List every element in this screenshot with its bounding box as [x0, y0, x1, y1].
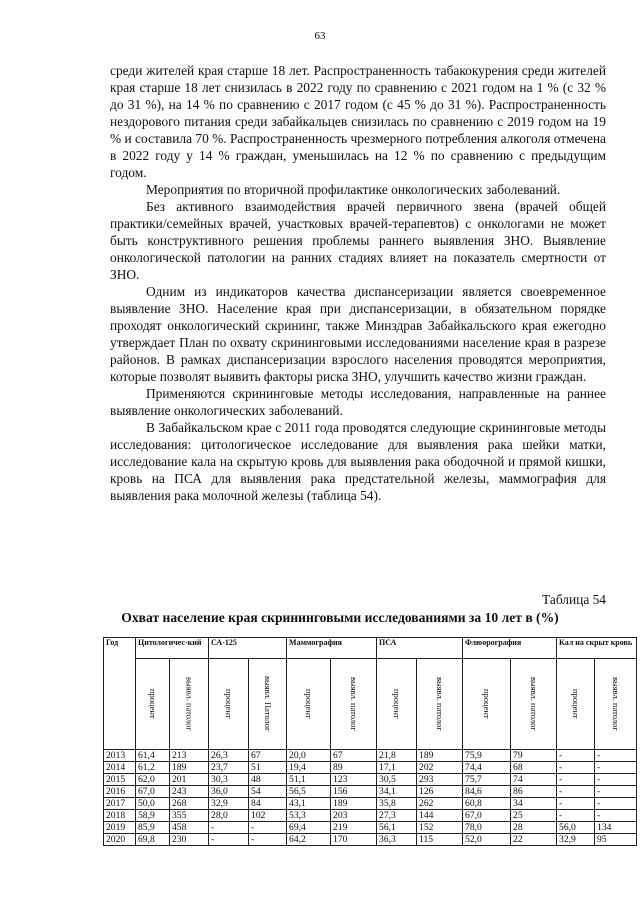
table-cell: 102	[249, 810, 287, 822]
table-cell: 78,0	[463, 822, 511, 834]
column-subheader-label: процент	[571, 689, 582, 719]
table-cell: 67	[249, 750, 287, 762]
table-cell: 243	[170, 786, 209, 798]
table-cell: 53,3	[287, 810, 331, 822]
table-cell: -	[595, 762, 637, 774]
paragraph: среди жителей края старше 18 лет. Распространенность табакокурения среди жителей края старше 18 лет снизилась в 2022 году по сравнению с 2021 годом на 1 % (с 32 % до 31 %), на 14 % по сравнению с 2017 годом (с 45 % до 31 %). Распространенность нездорового питания среди забайкальцев снизилась по сравнению с 2019 годом на 19 % и составила 70 %. Распространенность чрезмерного потребления алкоголя отмечена в 2022 году у 14 % граждан, уменьшилась на 12 % по сравнению с предыдущим годом.	[110, 63, 606, 180]
table-cell: 64,2	[287, 834, 331, 846]
table-cell: 25	[511, 810, 557, 822]
table-cell: 134	[595, 822, 637, 834]
table-cell: 355	[170, 810, 209, 822]
table-cell: -	[595, 786, 637, 798]
column-subheader	[463, 659, 511, 750]
table-cell: 95	[595, 834, 637, 846]
table-cell: 86	[511, 786, 557, 798]
column-group-header: СА-125	[209, 638, 287, 659]
column-subheader	[249, 659, 287, 750]
table-cell: -	[557, 774, 595, 786]
table-cell: 74,4	[463, 762, 511, 774]
table-cell: 67,0	[463, 810, 511, 822]
column-subheader	[209, 659, 249, 750]
table-cell: 67,0	[136, 786, 170, 798]
table-cell: 189	[170, 762, 209, 774]
table-cell: 36,3	[377, 834, 417, 846]
table-cell: 50,0	[136, 798, 170, 810]
table-cell: -	[595, 750, 637, 762]
table-cell: 28,0	[209, 810, 249, 822]
table-cell: 213	[170, 750, 209, 762]
column-group-header: ПСА	[377, 638, 463, 659]
table-cell: 69,4	[287, 822, 331, 834]
year-cell: 2020	[104, 834, 136, 846]
table-row	[104, 822, 637, 834]
column-subheader-label: выявл. патолог	[349, 677, 360, 731]
table-cell: 67	[331, 750, 377, 762]
year-header: Год	[104, 638, 136, 750]
table-cell: 28	[511, 822, 557, 834]
table-cell: -	[557, 798, 595, 810]
table-cell: 75,9	[463, 750, 511, 762]
table-cell: 156	[331, 786, 377, 798]
column-subheader	[417, 659, 463, 750]
column-group-header: Цитологичес-кий	[136, 638, 209, 659]
table-cell: -	[595, 810, 637, 822]
column-subheader-label: выявл. патолог	[611, 677, 622, 731]
screening-table	[103, 637, 637, 846]
table-row	[104, 786, 637, 798]
year-cell: 2017	[104, 798, 136, 810]
table-cell: 201	[170, 774, 209, 786]
column-subheader	[170, 659, 209, 750]
paragraph: В Забайкальском крае с 2011 года проводятся следующие скрининговые методы исследования: цитологическое исследование для выявления рака шейки матки, исследование кала на скрытую кровь для выявления рака ободочной и прямой кишки, кровь на ПСА для выявления рака предстательной железы, маммография для выявления рака молочной железы (таблица 54).	[110, 420, 606, 503]
table-cell: 219	[331, 822, 377, 834]
table-cell: 32,9	[209, 798, 249, 810]
table-cell: 23,7	[209, 762, 249, 774]
table-row	[104, 762, 637, 774]
table-cell: 51,1	[287, 774, 331, 786]
table-cell: 152	[417, 822, 463, 834]
table-cell: 89	[331, 762, 377, 774]
table-cell: 26,3	[209, 750, 249, 762]
table-cell: 34,1	[377, 786, 417, 798]
table-cell: 36,0	[209, 786, 249, 798]
year-cell: 2018	[104, 810, 136, 822]
year-cell: 2019	[104, 822, 136, 834]
table-caption: Таблица 54	[542, 592, 606, 607]
table-cell: 43,1	[287, 798, 331, 810]
table-cell: 35,8	[377, 798, 417, 810]
table-cell: 189	[417, 750, 463, 762]
table-cell: -	[557, 750, 595, 762]
table-cell: 19,4	[287, 762, 331, 774]
table-cell: 61,2	[136, 762, 170, 774]
column-subheader	[331, 659, 377, 750]
column-subheader	[377, 659, 417, 750]
page-number: 63	[314, 30, 326, 42]
table-cell: 56,5	[287, 786, 331, 798]
table-cell: 202	[417, 762, 463, 774]
column-subheader-label: выявл. патолог	[529, 677, 540, 731]
table-cell: 84,6	[463, 786, 511, 798]
table-row	[104, 810, 637, 822]
table-cell: 170	[331, 834, 377, 846]
paragraph: Мероприятия по вторичной профилактике онкологических заболеваний.	[146, 182, 561, 197]
body-text	[110, 62, 606, 504]
table-cell: 262	[417, 798, 463, 810]
table-cell: 62,0	[136, 774, 170, 786]
table-cell: 60,8	[463, 798, 511, 810]
table-cell: 20,0	[287, 750, 331, 762]
column-subheader-label: процент	[148, 689, 158, 719]
table-cell: 126	[417, 786, 463, 798]
column-subheader-label: процент	[224, 689, 235, 719]
column-subheader-label: выявл. Патолог	[263, 676, 274, 732]
paragraph: Применяются скрининговые методы исследования, направленные на раннее выявление онкологических заболеваний.	[110, 386, 606, 418]
table-cell: 85,9	[136, 822, 170, 834]
year-cell: 2014	[104, 762, 136, 774]
table-cell: 458	[170, 822, 209, 834]
table-cell: 123	[331, 774, 377, 786]
table-cell: 68	[511, 762, 557, 774]
table-cell: 22	[511, 834, 557, 846]
table-cell: 79	[511, 750, 557, 762]
table-cell: 230	[170, 834, 209, 846]
table-cell: 115	[417, 834, 463, 846]
table-row	[104, 834, 637, 846]
table-cell: 74	[511, 774, 557, 786]
table-cell: 189	[331, 798, 377, 810]
column-subheader	[511, 659, 557, 750]
table-cell: 144	[417, 810, 463, 822]
table-cell: 203	[331, 810, 377, 822]
table-cell: -	[595, 774, 637, 786]
paragraph: Без активного взаимодействия врачей первичного звена (врачей общей практики/семейных врачей, участковых врачей-терапевтов) с онкологами не может быть конструктивного решения проблемы раннего выявления ЗНО. Выявление онкологической патологии на ранних стадиях влияет на показатель смертности от ЗНО.	[110, 199, 606, 282]
table-cell: 27,3	[377, 810, 417, 822]
table-cell: 51	[249, 762, 287, 774]
table-row	[104, 750, 637, 762]
table-cell: 30,5	[377, 774, 417, 786]
table-cell: 34	[511, 798, 557, 810]
table-cell: 54	[249, 786, 287, 798]
table-cell: 56,1	[377, 822, 417, 834]
column-group-header: Кал на скрыт кровь	[557, 638, 637, 659]
table-row	[104, 774, 637, 786]
table-cell: 268	[170, 798, 209, 810]
column-group-header: Маммография	[287, 638, 377, 659]
table-cell: 17,1	[377, 762, 417, 774]
column-subheader-label: процент	[392, 689, 403, 719]
table-cell: 293	[417, 774, 463, 786]
year-cell: 2013	[104, 750, 136, 762]
table-title: Охват население края скрининговыми исследованиями за 10 лет в (%)	[121, 610, 559, 625]
table-cell: -	[595, 798, 637, 810]
column-subheader	[595, 659, 637, 750]
table-cell: 30,3	[209, 774, 249, 786]
table-cell: -	[557, 762, 595, 774]
table-cell: 52,0	[463, 834, 511, 846]
column-subheader-label: процент	[304, 689, 315, 719]
column-group-header: Флюорография	[463, 638, 557, 659]
table-cell: -	[557, 786, 595, 798]
column-subheader	[287, 659, 331, 750]
table-cell: 84	[249, 798, 287, 810]
year-cell: 2016	[104, 786, 136, 798]
year-cell: 2015	[104, 774, 136, 786]
table-cell: 75,7	[463, 774, 511, 786]
column-subheader-label: процент	[482, 689, 493, 719]
column-subheader	[136, 659, 170, 750]
table-row	[104, 798, 637, 810]
table-cell: 56,0	[557, 822, 595, 834]
table-cell: -	[209, 822, 249, 834]
paragraph: Одним из индикаторов качества диспансеризации является своевременное выявление ЗНО. Население края при диспансеризации, в обязательном порядке проходят онкологический скрининг, также Минздрав Забайкальского края ежегодно утверждает План по охвату скрининговыми исследованиями население края в разрезе районов. В рамках диспансеризации взрослого населения проводятся мероприятия, которые позволят выявить факторы риска ЗНО, улучшить качество жизни граждан.	[110, 284, 606, 384]
table-cell: 58,9	[136, 810, 170, 822]
column-subheader-label: выявл. патолог	[184, 677, 195, 731]
table-cell: -	[209, 834, 249, 846]
table-cell: -	[249, 822, 287, 834]
table-cell: -	[249, 834, 287, 846]
column-subheader	[557, 659, 595, 750]
table-cell: 32,9	[557, 834, 595, 846]
table-cell: 48	[249, 774, 287, 786]
table-cell: 69,8	[136, 834, 170, 846]
table-cell: 21,8	[377, 750, 417, 762]
column-subheader-label: выявл. патолог	[435, 677, 446, 731]
table-cell: -	[557, 810, 595, 822]
table-cell: 61,4	[136, 750, 170, 762]
